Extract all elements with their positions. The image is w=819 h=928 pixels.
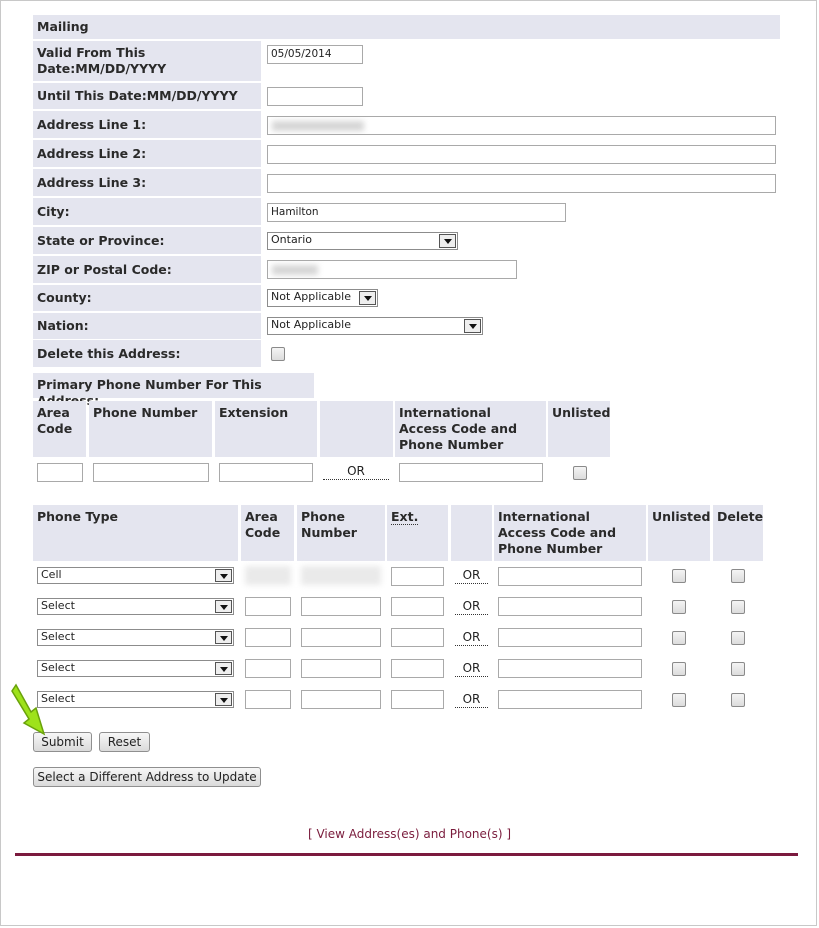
- phone-delete-checkbox[interactable]: [731, 693, 745, 707]
- zip-redacted: [272, 265, 318, 275]
- city-input[interactable]: Hamilton: [267, 203, 566, 222]
- zip-input[interactable]: [267, 260, 517, 279]
- chevron-down-icon[interactable]: [215, 662, 232, 675]
- chevron-down-icon[interactable]: [439, 234, 456, 248]
- phone-number-redacted: [301, 566, 381, 585]
- primary-col-blank: [320, 401, 393, 457]
- phone-area-code-input[interactable]: [245, 628, 291, 647]
- footer-links: [0, 827, 819, 845]
- phone-ext-input[interactable]: [391, 690, 444, 709]
- state-label: State or Province:: [33, 227, 261, 254]
- select-different-address-button[interactable]: Select a Different Address to Update: [33, 767, 261, 787]
- city-label: City:: [33, 198, 261, 225]
- phone-area-code-input[interactable]: [245, 597, 291, 616]
- bracket-close: ]: [506, 827, 512, 841]
- address3-input[interactable]: [267, 174, 776, 193]
- state-select[interactable]: Ontario: [267, 232, 458, 250]
- nation-label: Nation:: [33, 313, 261, 339]
- phone-number-input[interactable]: [301, 659, 381, 678]
- valid-from-input[interactable]: 05/05/2014: [267, 45, 363, 64]
- phone-international-input[interactable]: [498, 567, 642, 586]
- phone-unlisted-checkbox[interactable]: [672, 569, 686, 583]
- address1-input[interactable]: [267, 116, 776, 135]
- phone-number-input[interactable]: [301, 597, 381, 616]
- delete-address-label: Delete this Address:: [33, 340, 261, 367]
- phone-type-select[interactable]: Select: [37, 629, 234, 646]
- phones-col-delete: Delete: [713, 505, 763, 561]
- phone-area-code-redacted: [245, 566, 291, 585]
- phones-col-area-code: Area Code: [241, 505, 294, 561]
- phone-ext-input[interactable]: [391, 659, 444, 678]
- phone-ext-input[interactable]: [391, 597, 444, 616]
- phone-unlisted-checkbox[interactable]: [672, 693, 686, 707]
- primary-phone-section-title: Primary Phone Number For This: [33, 373, 314, 398]
- phone-type-select[interactable]: Select: [37, 691, 234, 708]
- primary-area-code-input[interactable]: [37, 463, 83, 482]
- county-select[interactable]: Not Applicable: [267, 289, 378, 307]
- zip-label: ZIP or Postal Code:: [33, 256, 261, 283]
- delete-address-checkbox[interactable]: [271, 347, 285, 361]
- until-label: Until This Date:MM/DD/YYYY: [33, 83, 261, 109]
- phone-or-text: OR: [455, 692, 488, 708]
- view-addresses-link[interactable]: View Address(es) and Phone(s): [316, 827, 503, 841]
- primary-col-area-code: Area Code: [33, 401, 86, 457]
- green-arrow-icon: [8, 682, 54, 740]
- phone-type-select[interactable]: Cell: [37, 567, 234, 584]
- until-input[interactable]: [267, 87, 363, 106]
- county-label: County:: [33, 285, 261, 311]
- phones-col-phone-number: Phone Number: [297, 505, 385, 561]
- bracket-open: [: [307, 827, 313, 841]
- primary-or-text: OR: [323, 464, 389, 480]
- phone-unlisted-checkbox[interactable]: [672, 662, 686, 676]
- chevron-down-icon[interactable]: [215, 569, 232, 582]
- phone-unlisted-checkbox[interactable]: [672, 631, 686, 645]
- phone-international-input[interactable]: [498, 690, 642, 709]
- chevron-down-icon[interactable]: [464, 319, 481, 333]
- phone-number-input[interactable]: [301, 690, 381, 709]
- phone-delete-checkbox[interactable]: [731, 600, 745, 614]
- mailing-section-title: Mailing: [33, 15, 780, 39]
- chevron-down-icon[interactable]: [215, 600, 232, 613]
- phone-or-text: OR: [455, 568, 488, 584]
- chevron-down-icon[interactable]: [215, 693, 232, 706]
- phone-type-select[interactable]: Select: [37, 598, 234, 615]
- phone-or-text: OR: [455, 630, 488, 646]
- chevron-down-icon[interactable]: [359, 291, 376, 305]
- phone-or-text: OR: [455, 599, 488, 615]
- phones-col-ext: Ext.: [387, 505, 448, 561]
- phone-or-text: OR: [455, 661, 488, 677]
- phones-col-international: International Access Code and Phone Number: [494, 505, 646, 561]
- phone-type-select[interactable]: Select: [37, 660, 234, 677]
- phone-international-input[interactable]: [498, 597, 642, 616]
- phone-delete-checkbox[interactable]: [731, 662, 745, 676]
- primary-phone-number-input[interactable]: [93, 463, 209, 482]
- nation-select[interactable]: Not Applicable: [267, 317, 483, 335]
- reset-button[interactable]: Reset: [99, 732, 150, 752]
- submit-button[interactable]: Submit: [33, 732, 92, 752]
- primary-col-unlisted: Unlisted: [548, 401, 610, 457]
- phone-ext-input[interactable]: [391, 567, 444, 586]
- address3-label: Address Line 3:: [33, 169, 261, 196]
- valid-from-label: Valid From This Date:MM/DD/YYYY: [33, 41, 261, 81]
- phone-unlisted-checkbox[interactable]: [672, 600, 686, 614]
- phone-delete-checkbox[interactable]: [731, 569, 745, 583]
- phones-col-unlisted: Unlisted: [648, 505, 710, 561]
- address1-redacted: [272, 121, 364, 131]
- primary-international-input[interactable]: [399, 463, 543, 482]
- phones-col-blank: [451, 505, 492, 561]
- phone-area-code-input[interactable]: [245, 659, 291, 678]
- phone-delete-checkbox[interactable]: [731, 631, 745, 645]
- phone-area-code-input[interactable]: [245, 690, 291, 709]
- phone-international-input[interactable]: [498, 659, 642, 678]
- address1-label: Address Line 1:: [33, 111, 261, 138]
- primary-col-phone-number: Phone Number: [89, 401, 212, 457]
- primary-col-international: International Access Code and Phone Number: [395, 401, 546, 457]
- address2-input[interactable]: [267, 145, 776, 164]
- primary-unlisted-checkbox[interactable]: [573, 466, 587, 480]
- phones-col-phone-type: Phone Type: [33, 505, 238, 561]
- phone-ext-input[interactable]: [391, 628, 444, 647]
- phone-number-input[interactable]: [301, 628, 381, 647]
- primary-col-extension: Extension: [215, 401, 317, 457]
- address2-label: Address Line 2:: [33, 140, 261, 167]
- chevron-down-icon[interactable]: [215, 631, 232, 644]
- primary-extension-input[interactable]: [219, 463, 313, 482]
- footer-divider: [15, 853, 798, 856]
- phone-international-input[interactable]: [498, 628, 642, 647]
